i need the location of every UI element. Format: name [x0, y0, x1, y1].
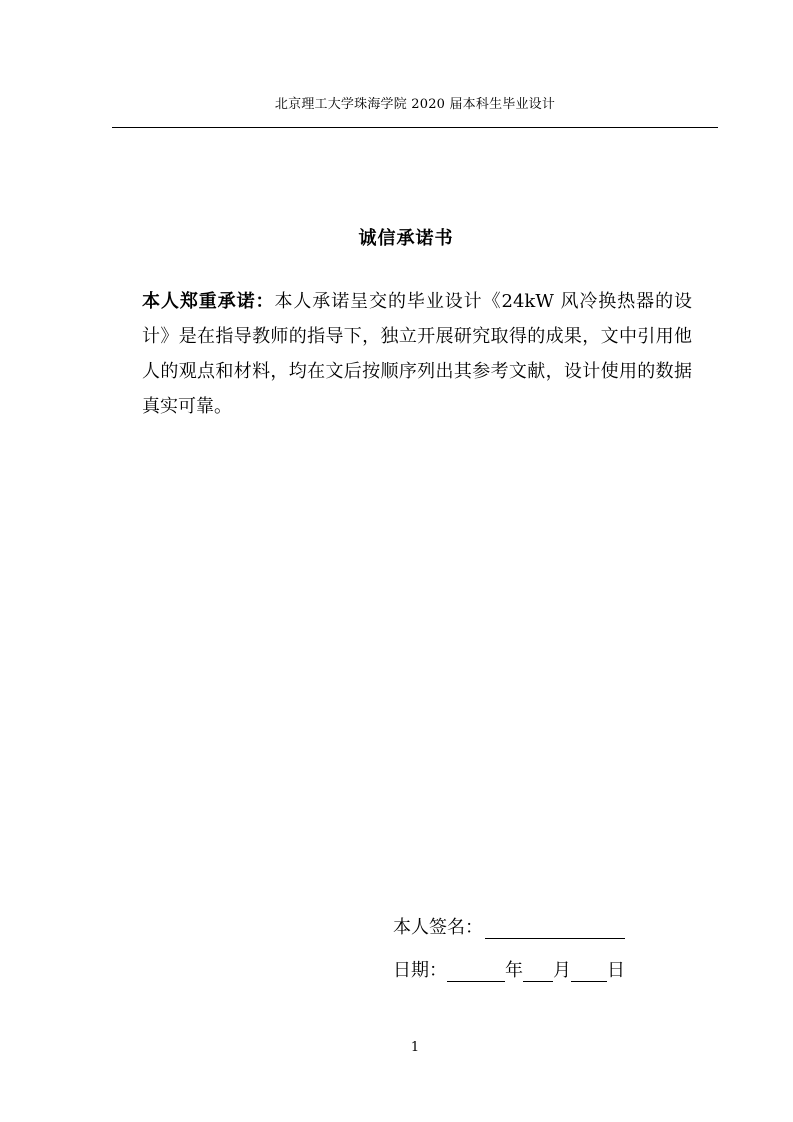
date-day-label: 日: [607, 960, 625, 981]
pledge-lead: 本人郑重承诺：: [142, 291, 275, 312]
signature-label: 本人签名：: [393, 917, 483, 938]
pledge-body: 本人承诺呈交的毕业设计《24kW 风冷换热器的设计》是在指导教师的指导下，独立开展研究取得的成果，文中引用他人的观点和材料，均在文后按顺序列出其参考文献，设计使用的数据真实可靠。: [142, 291, 692, 417]
page-header: 北京理工大学珠海学院 2020 届本科生毕业设计: [274, 97, 556, 112]
date-row: [393, 956, 625, 982]
signature-row: [393, 913, 625, 939]
pledge-paragraph: [142, 284, 692, 424]
header-divider: [112, 127, 718, 128]
document-title: 诚信承诺书: [358, 228, 454, 249]
date-year-field[interactable]: [447, 960, 505, 982]
date-year-label: 年: [505, 960, 523, 981]
date-day-field[interactable]: [571, 960, 607, 982]
date-month-label: 月: [553, 960, 571, 981]
date-month-field[interactable]: [523, 960, 553, 982]
signature-field[interactable]: [485, 917, 625, 939]
date-label: 日期：: [393, 960, 447, 981]
page-number: 1: [410, 1040, 420, 1055]
